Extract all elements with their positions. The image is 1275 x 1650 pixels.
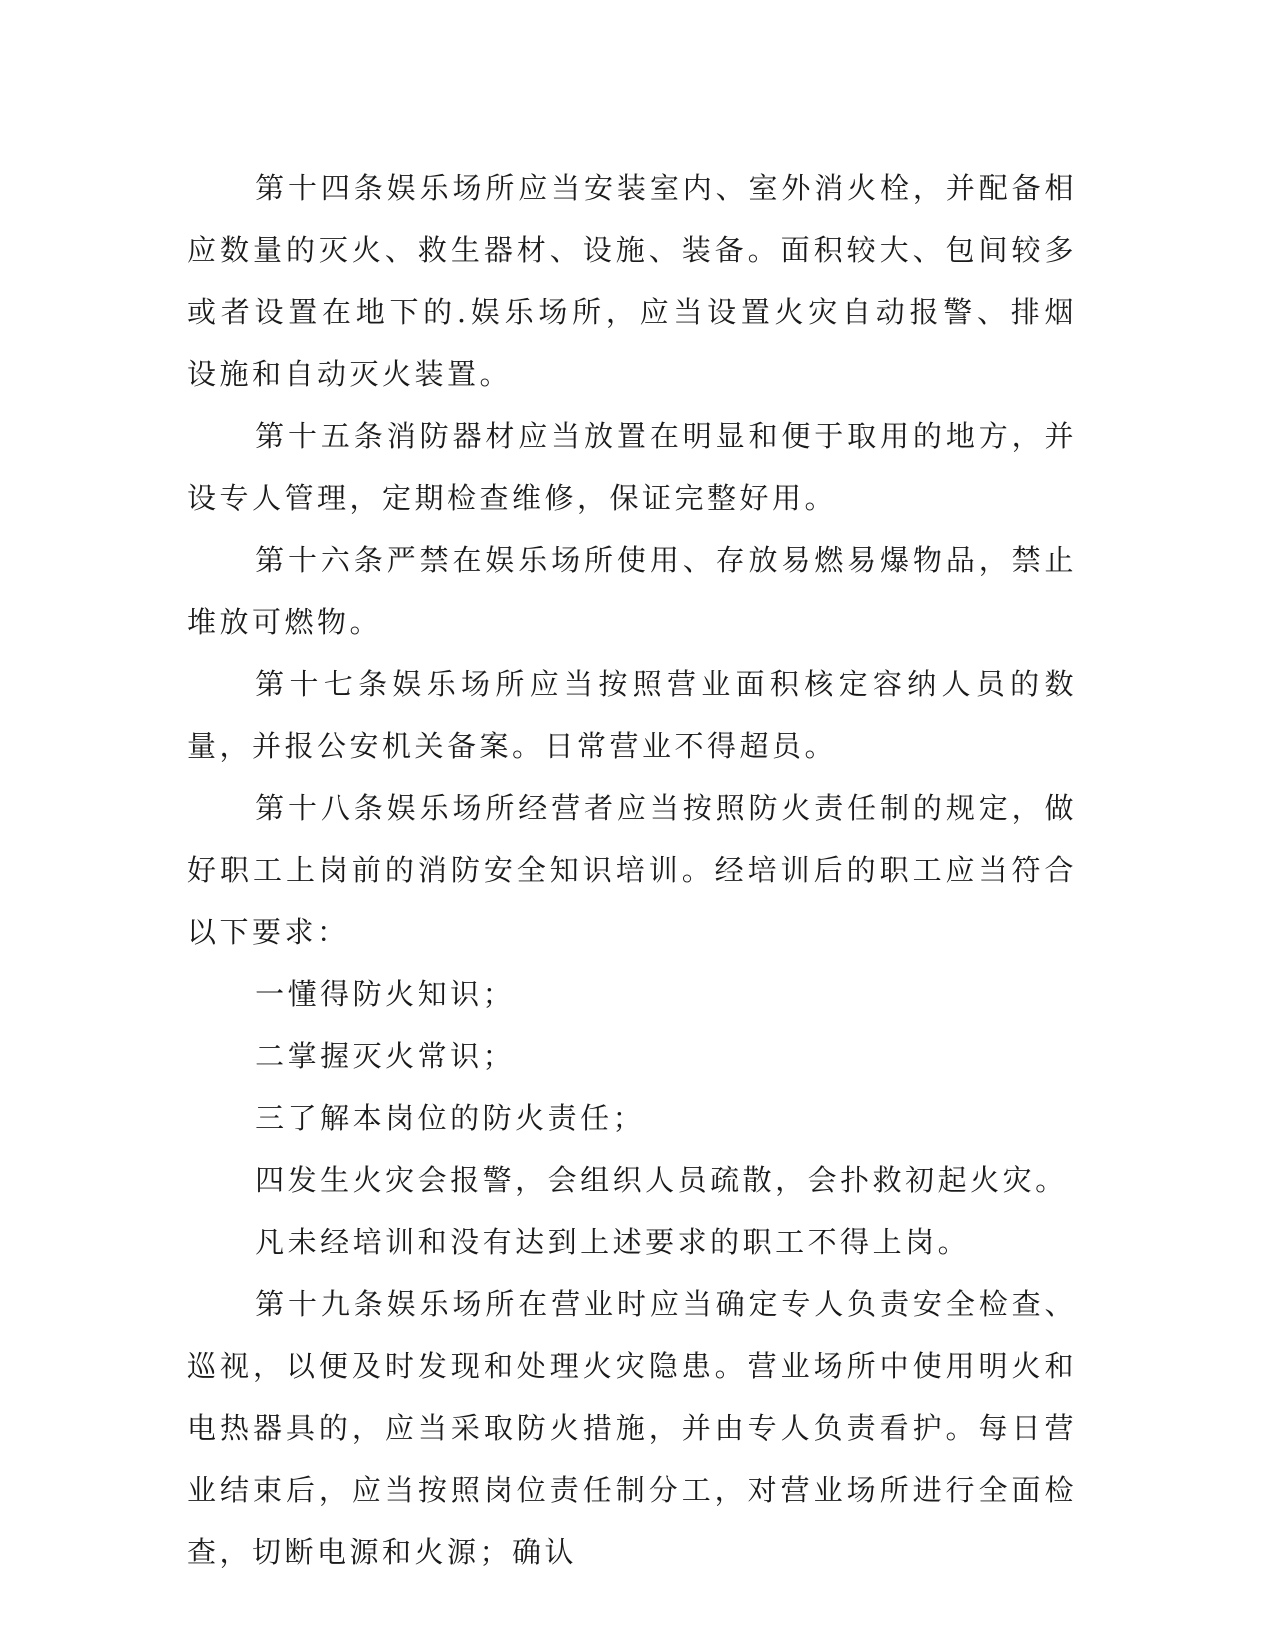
list-item-requirement-1: 一懂得防火知识； <box>255 977 516 1011</box>
paragraph-article-19: 第十九条娱乐场所在营业时应当确定专人负责安全检查、巡视，以便及时发现和处理火灾隐患。营业场所中使用明火和电热器具的，应当采取防火措施，并由专人负责看护。每日营业结束后，应当按照岗位责任制分工，对营业场所进行全面检查，切断电源和火源；确认 <box>187 1287 1077 1569</box>
list-item-requirement-3: 三了解本岗位的防火责任； <box>255 1101 646 1135</box>
list-item-requirement-2: 二掌握灭火常识； <box>255 1039 516 1073</box>
paragraph-article-18: 第十八条娱乐场所经营者应当按照防火责任制的规定，做好职工上岗前的消防安全知识培训。经培训后的职工应当符合以下要求： <box>187 791 1077 949</box>
paragraph-training-note: 凡未经培训和没有达到上述要求的职工不得上岗。 <box>255 1225 971 1259</box>
paragraph-article-14: 第十四条娱乐场所应当安装室内、室外消火栓，并配备相应数量的灭火、救生器材、设施、装备。面积较大、包间较多或者设置在地下的.娱乐场所，应当设置火灾自动报警、排烟设施和自动灭火装置。 <box>187 171 1077 391</box>
list-item-requirement-4: 四发生火灾会报警，会组织人员疏散，会扑救初起火灾。 <box>255 1163 1068 1197</box>
document-body <box>187 157 1077 1583</box>
paragraph-article-16: 第十六条严禁在娱乐场所使用、存放易燃易爆物品，禁止堆放可燃物。 <box>187 543 1077 639</box>
paragraph-article-17: 第十七条娱乐场所应当按照营业面积核定容纳人员的数量，并报公安机关备案。日常营业不得超员。 <box>187 667 1077 763</box>
paragraph-article-15: 第十五条消防器材应当放置在明显和便于取用的地方，并设专人管理，定期检查维修，保证完整好用。 <box>187 419 1077 515</box>
